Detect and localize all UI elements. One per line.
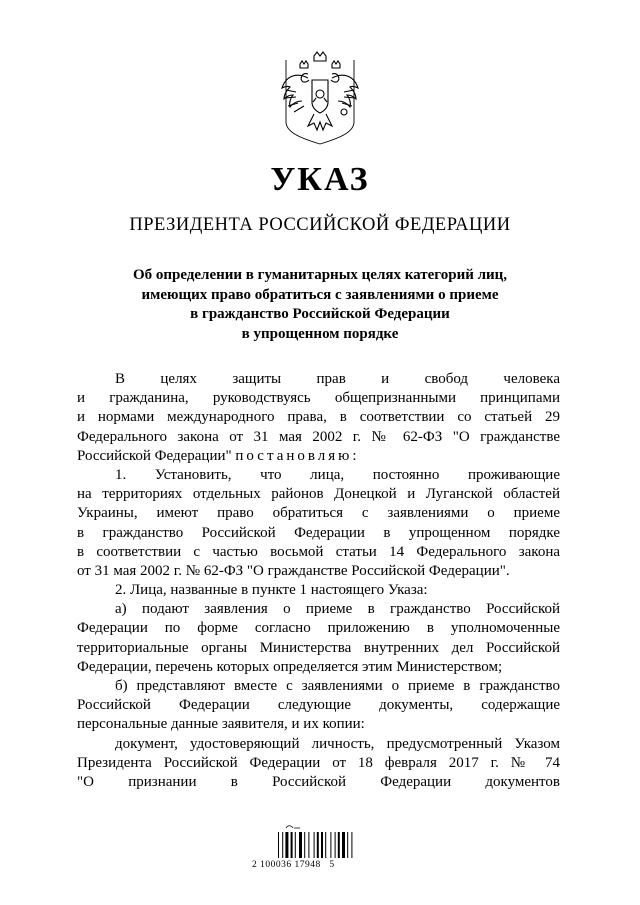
body-line: территориальные органы Министерства внутренних дел Российской xyxy=(77,639,560,656)
body-line: и нормами международного права, в соответствии со статьей 29 xyxy=(77,409,560,426)
body-line-with-decree xyxy=(77,447,560,466)
body-line: Российской Федерации" xyxy=(77,447,232,464)
body-line: на территориях отдельных районов Донецкой и Луганской областей xyxy=(77,486,560,503)
barcode-bar xyxy=(347,832,348,858)
barcode-bar xyxy=(342,832,345,858)
body-line: Российской Федерации следующие документы, содержащие xyxy=(77,697,560,714)
body-line: в гражданство Российской Федерации в упрощенном порядке xyxy=(77,524,560,541)
barcode-bar xyxy=(291,832,293,858)
body-line: а) подают заявления о приеме в гражданство Российской xyxy=(115,601,560,618)
body-line: б) представляют вместе с заявлениями о приеме в гражданство xyxy=(115,678,560,694)
barcode-bar xyxy=(285,832,288,858)
barcode-bar xyxy=(282,832,283,858)
heading-line: имеющих право обратиться с заявлениями о приеме xyxy=(141,286,499,303)
page-subtitle: ПРЕЗИДЕНТА РОССИЙСКОЙ ФЕДЕРАЦИИ xyxy=(129,215,511,235)
barcode-bar xyxy=(330,832,331,858)
body-line: от 31 мая 2002 г. № 62-ФЗ "О гражданстве Российской Федерации". xyxy=(77,562,510,579)
barcode-bar xyxy=(314,832,315,858)
body-line: в соответствии с частью восьмой статьи 14 Федерального закона xyxy=(77,543,560,560)
body-line: 2. Лица, названные в пункте 1 настоящего Указа: xyxy=(115,582,428,599)
body-line: Федерации по форме согласно приложению в уполномоченные xyxy=(77,620,560,637)
barcode-bar xyxy=(335,832,336,858)
body-line: и гражданина, руководствуясь общепризнанными принципами xyxy=(77,390,560,407)
barcode-bar xyxy=(308,832,309,858)
barcode-bar xyxy=(317,832,319,858)
body-line: Президента Российской Федерации от 18 февраля 2017 г. № 74 xyxy=(77,754,560,771)
body-line: Украины, имеют право обратиться с заявлениями о приеме xyxy=(77,505,560,522)
barcode-bar xyxy=(304,832,305,858)
body-line: "О признании в Российской Федерации документов xyxy=(77,773,560,790)
barcode-bar xyxy=(325,832,326,858)
body-line: персональные данные заявителя, и их копии: xyxy=(77,716,365,733)
barcode-bar xyxy=(295,832,296,858)
barcode-mark-icon xyxy=(286,826,300,828)
body-line: Федерального закона от 31 мая 2002 г. № 62-ФЗ "О гражданстве xyxy=(77,428,560,445)
body-line: 1. Установить, что лица, постоянно проживающие xyxy=(115,466,560,483)
barcode-bar xyxy=(351,832,352,858)
body-line: документ, удостоверяющий личность, предусмотренный Указом xyxy=(115,735,560,752)
barcode-bar xyxy=(299,832,302,858)
decree-heading xyxy=(90,266,550,344)
decree-word: постановляю: xyxy=(235,447,360,464)
decree-body xyxy=(77,370,560,792)
barcode-bar xyxy=(278,832,279,858)
barcode-number: 2 100036 17948 5 xyxy=(252,860,335,870)
barcode-bar xyxy=(338,832,340,858)
page-title: УКАЗ xyxy=(270,161,370,198)
coat-of-arms-icon xyxy=(278,50,362,146)
body-line: В целях защиты прав и свобод человека xyxy=(115,371,560,387)
heading-line: в гражданство Российской Федерации xyxy=(190,306,450,322)
heading-line: Об определении в гуманитарных целях категорий лиц, xyxy=(132,267,508,283)
barcode-bar xyxy=(321,832,323,858)
heading-line: в упрощенном порядке xyxy=(241,325,399,342)
body-line: Федерации, перечень которых определяется этим Министерством; xyxy=(77,658,503,675)
